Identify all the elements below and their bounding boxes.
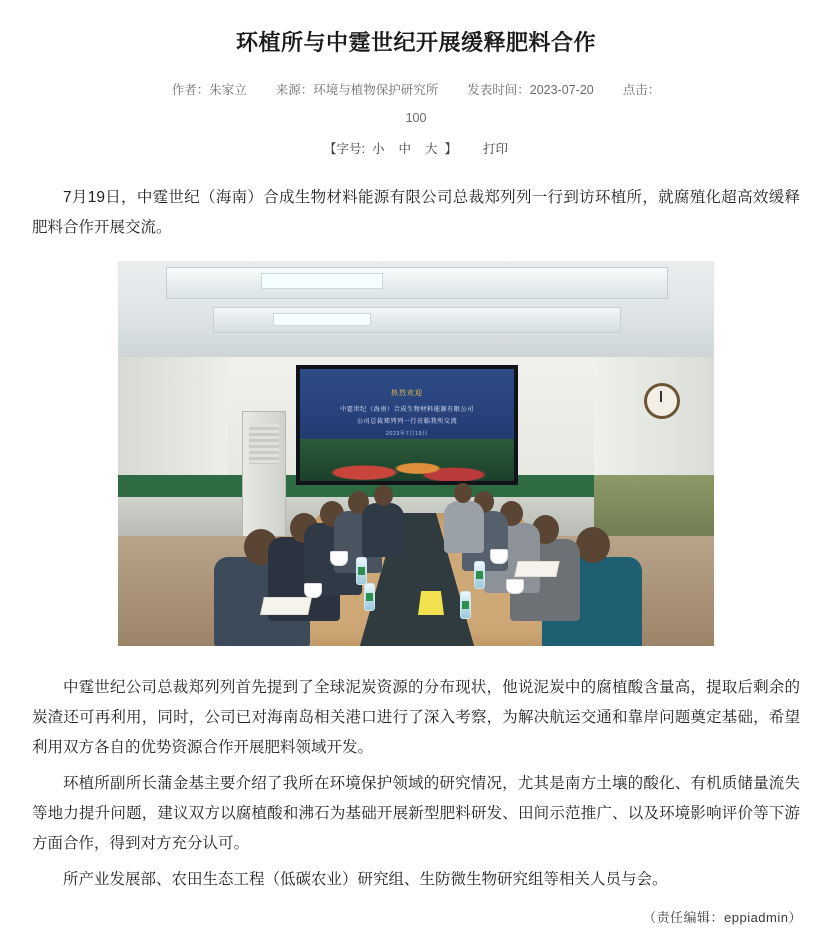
paragraph-3: 环植所副所长蒲金基主要介绍了我所在环境保护领域的研究情况，尤其是南方土壤的酸化、有机质储量流失等地力提升问题，建议双方以腐植酸和沸石为基础开展新型肥料研发、田间示范推广、以及环境影响评价等下游方面合作，得到对方充分认可。 — [32, 775, 800, 852]
photo-screen-surface — [300, 369, 514, 481]
fontsize-large-button[interactable]: 大 — [424, 142, 438, 156]
photo-cabinet — [594, 475, 714, 545]
meta-hits-value: 100 — [405, 111, 427, 125]
photo-ceiling — [118, 261, 714, 357]
photo-attendee — [444, 501, 484, 553]
screen-subtitle-line: 公司总裁郑列列一行莅临我所交流 — [356, 418, 458, 425]
photo-ceiling-light-1 — [261, 273, 383, 289]
photo-water-bottle — [460, 591, 471, 619]
photo-document — [514, 561, 559, 577]
fontsize-small-button[interactable]: 小 — [371, 142, 385, 156]
meta-hits-label: 点击： — [622, 83, 661, 97]
paragraph-2: 中霆世纪公司总裁郑列列首先提到了全球泥炭资源的分布现状，他说泥炭中的腐植酸含量高，提取后剩余的炭渣还可再利用，同时，公司已对海南岛相关港口进行了深入考察，为解决航运交通和靠岸问题奠定基础，希望利用双方各自的优势资源合作开展肥料领域开发。 — [32, 679, 800, 756]
photo-attendee-head — [576, 527, 610, 563]
photo-attendee — [362, 503, 404, 557]
photo-snack-bag — [418, 591, 444, 615]
meta-source — [276, 83, 439, 97]
photo-tea-cup — [490, 549, 508, 564]
fontsize-toolbar — [14, 139, 818, 157]
photo-water-bottle — [364, 583, 375, 611]
editor-note: （责任编辑：eppiadmin） — [643, 910, 802, 925]
fontsize-prefix: 【字号: — [323, 142, 365, 156]
print-button[interactable]: 打印 — [483, 142, 509, 156]
article-page — [0, 26, 832, 895]
photo-tea-cup — [506, 579, 524, 594]
meta-author — [172, 83, 247, 97]
photo-air-conditioner — [242, 411, 286, 541]
meta-source-value: 环境与植物保护研究所 — [313, 83, 439, 97]
meeting-photo — [118, 261, 714, 646]
photo-tea-cup — [330, 551, 348, 566]
photo-water-bottle — [474, 561, 485, 589]
photo-water-bottle — [356, 557, 367, 585]
screen-date-line: 2023年7月19日 — [385, 431, 429, 437]
meta-publish-label: 发表时间： — [467, 83, 530, 97]
meta-publish-value: 2023-07-20 — [529, 83, 594, 97]
meta-author-value: 朱家立 — [209, 83, 247, 97]
photo-attendee-head — [374, 485, 393, 506]
photo-attendee-head — [454, 483, 472, 503]
article-meta — [14, 77, 818, 103]
screen-flower-graphic — [300, 439, 514, 481]
meta-author-label: 作者： — [171, 83, 210, 97]
fontsize-medium-button[interactable]: 中 — [398, 142, 411, 156]
screen-company-line: 中霆世纪（海南）合成生物材料能源有限公司 — [340, 406, 474, 413]
article-body — [14, 183, 818, 895]
paragraph-4: 所产业发展部、农田生态工程（低碳农业）研究组、生防微生物研究组等相关人员与会。 — [63, 871, 668, 888]
paragraph-1: 7月19日，中霆世纪（海南）合成生物材料能源有限公司总裁郑列列一行到访环植所，就腐殖化超高效缓释肥料合作开展交流。 — [32, 189, 800, 236]
photo-tea-cup — [304, 583, 322, 598]
fontsize-suffix: 】 — [444, 142, 458, 156]
article-figure — [32, 261, 800, 657]
photo-presentation-screen — [296, 365, 518, 485]
page-title: 环植所与中霆世纪开展缓释肥料合作 — [235, 30, 596, 55]
meta-source-label: 来源： — [275, 83, 314, 97]
photo-wall-clock — [644, 383, 680, 419]
screen-welcome-text: 热烈欢迎 — [391, 390, 423, 397]
photo-document — [260, 597, 312, 615]
meta-publish-date — [467, 83, 593, 97]
photo-ceiling-light-2 — [273, 313, 371, 326]
